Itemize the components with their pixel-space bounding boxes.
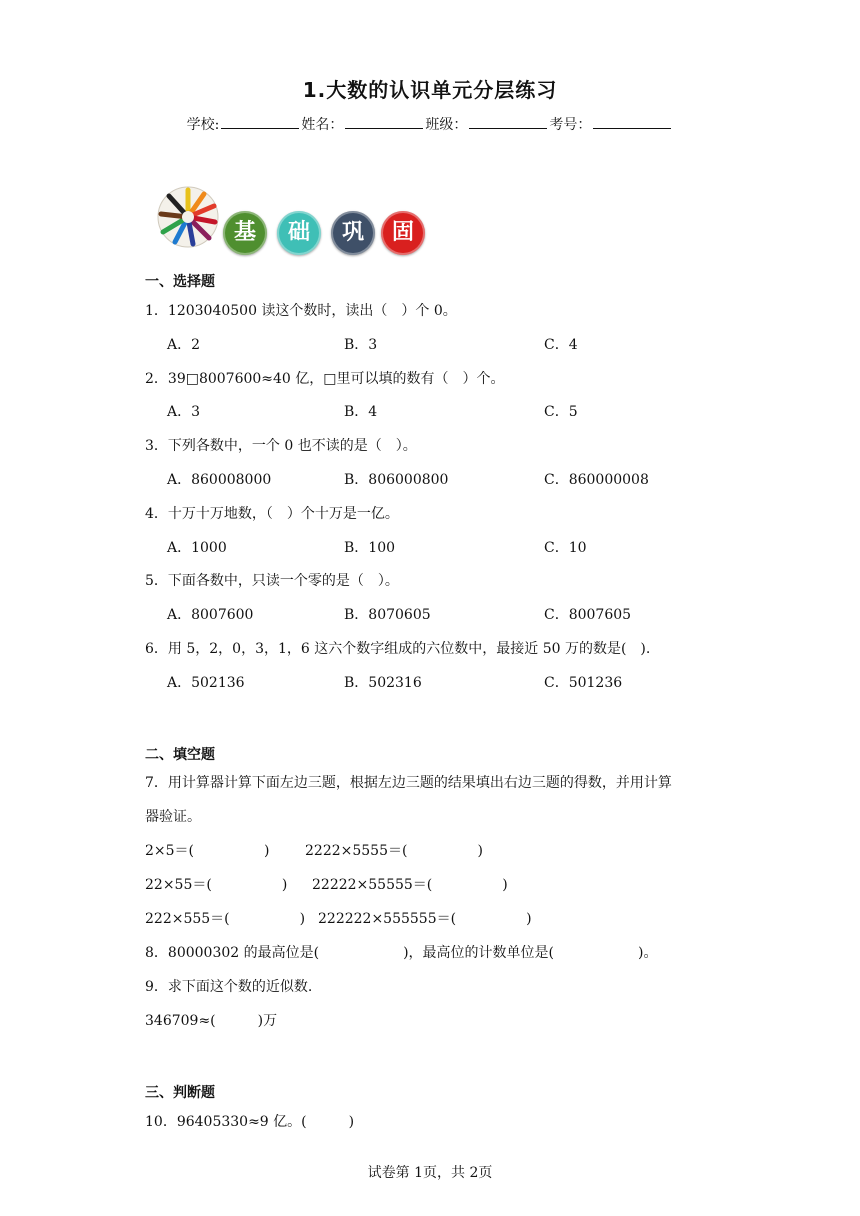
section-heading-judge: 三、判断题 xyxy=(145,1085,215,1101)
question-5-option-a: A．8007600 xyxy=(167,607,254,623)
question-7-row-2-right: 22222×55555＝( ) xyxy=(312,877,508,893)
school-blank xyxy=(221,115,299,129)
question-2-option-c: C．5 xyxy=(544,404,578,420)
question-4-option-c: C．10 xyxy=(544,540,587,556)
question-7-row-1-left: 2×5＝( ) xyxy=(145,843,270,859)
question-2-option-a: A．3 xyxy=(167,404,201,420)
question-6-option-c: C．501236 xyxy=(544,675,623,691)
question-9-stem: 9．求下面这个数的近似数. xyxy=(145,979,313,995)
id-label: 考号： xyxy=(549,117,592,133)
question-1-option-b: B．3 xyxy=(344,337,378,353)
question-4-option-b: B．100 xyxy=(344,540,396,556)
name-label: 姓名： xyxy=(301,117,344,133)
question-3-stem: 3．下列各数中，一个 0 也不读的是（ ）。 xyxy=(145,438,417,454)
id-blank xyxy=(593,115,671,129)
question-1-option-c: C．4 xyxy=(544,337,578,353)
question-4-stem: 4．十万十万地数，（ ）个十万是一亿。 xyxy=(145,506,399,522)
question-6-stem: 6．用 5，2，0，3，1，6 这六个数字组成的六位数中，最接近 50 万的数是( ). xyxy=(145,641,651,657)
question-5-stem: 5．下面各数中，只读一个零的是（ ）。 xyxy=(145,573,399,589)
badge-ji: 基 xyxy=(223,211,267,255)
question-3-option-b: B．806000800 xyxy=(344,472,449,488)
question-6-option-a: A．502136 xyxy=(167,675,245,691)
section-heading-fill: 二、填空题 xyxy=(145,747,215,763)
question-4-option-a: A．1000 xyxy=(167,540,227,556)
page-title: 1.大数的认识单元分层练习 xyxy=(302,78,558,102)
question-7-row-2-left: 22×55＝( ) xyxy=(145,877,288,893)
student-info-line xyxy=(0,114,860,134)
class-label: 班级： xyxy=(425,117,468,133)
question-7-row-1-right: 2222×5555＝( ) xyxy=(305,843,483,859)
question-5-option-b: B．8070605 xyxy=(344,607,431,623)
section-heading-choice: 一、选择题 xyxy=(145,274,215,290)
class-blank xyxy=(469,115,547,129)
question-3-option-c: C．860000008 xyxy=(544,472,649,488)
question-2-stem: 2．39□8007600≈40 亿，□里可以填的数有（ ）个。 xyxy=(145,371,505,387)
question-5-option-c: C．8007605 xyxy=(544,607,632,623)
question-7-stem-line2: 器验证。 xyxy=(145,809,201,825)
question-8-stem: 8．80000302 的最高位是( )，最高位的计数单位是( )。 xyxy=(145,945,658,961)
badge-chu: 础 xyxy=(277,211,321,255)
question-1-option-a: A．2 xyxy=(167,337,201,353)
colored-pencils-icon xyxy=(157,186,219,248)
question-7-row-3-right: 222222×555555＝( ) xyxy=(318,911,532,927)
question-10-stem: 10．96405330≈9 亿。( ) xyxy=(145,1114,355,1130)
question-9-expression: 346709≈( )万 xyxy=(145,1013,278,1029)
question-7-stem-line1: 7．用计算器计算下面左边三题，根据左边三题的结果填出右边三题的得数，并用计算 xyxy=(145,775,672,791)
badge-gu: 固 xyxy=(381,211,425,255)
question-1-stem: 1．1203040500 读这个数时，读出（ ）个 0。 xyxy=(145,303,457,319)
name-blank xyxy=(345,115,423,129)
page-footer: 试卷第 1页，共 2页 xyxy=(367,1165,493,1181)
school-label: 学校: xyxy=(186,117,220,133)
question-6-option-b: B．502316 xyxy=(344,675,422,691)
question-7-row-3-left: 222×555＝( ) xyxy=(145,911,306,927)
badge-gong: 巩 xyxy=(331,211,375,255)
question-2-option-b: B．4 xyxy=(344,404,378,420)
question-3-option-a: A．860008000 xyxy=(167,472,272,488)
